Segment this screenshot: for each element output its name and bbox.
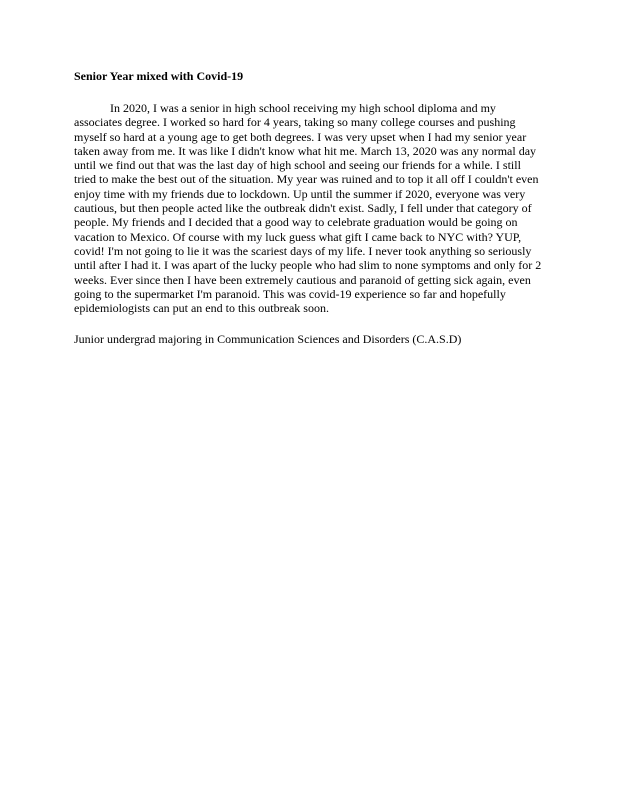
paragraph-line: weeks. Ever since then I have been extremely cautious and paranoid of getting sick again, even [74, 272, 531, 287]
paragraph-line: epidemiologists can put an end to this outbreak soon. [74, 301, 329, 316]
paragraph-line: covid! I'm not going to lie it was the scariest days of my life. I never took anything so seriously [74, 243, 532, 258]
paragraph-line: people. My friends and I decided that a good way to celebrate graduation would be going on [74, 215, 518, 230]
paragraph-line: tried to make the best out of the situation. My year was ruined and to top it all off I couldn't even [74, 172, 539, 187]
document-title: Senior Year mixed with Covid-19 [74, 69, 244, 83]
paragraph-line: associates degree. I worked so hard for 4 years, taking so many college courses and pushing [74, 115, 516, 130]
author-note: Junior undergrad majoring in Communication Sciences and Disorders (C.A.S.D) [74, 332, 462, 346]
paragraph-line: cautious, but then people acted like the outbreak didn't exist. Sadly, I fell under that category of [74, 201, 532, 216]
paragraph-line: In 2020, I was a senior in high school receiving my high school diploma and my [110, 101, 496, 115]
paragraph-line: enjoy time with my friends due to lockdown. Up until the summer if 2020, everyone was very [74, 186, 526, 201]
body-paragraph [74, 101, 554, 315]
paragraph-line: vacation to Mexico. Of course with my luck guess what gift I came back to NYC with? YUP, [74, 229, 522, 244]
paragraph-line: until we find out that was the last day of high school and seeing our friends for a while. I still [74, 158, 521, 173]
paragraph-line: myself so hard at a young age to get both degrees. I was very upset when I had my senior year [74, 129, 527, 144]
paragraph-line: taken away from me. It was like I didn't know what hit me. March 13, 2020 was any normal day [74, 143, 537, 158]
paragraph-line: until after I had it. I was apart of the lucky people who had slim to none symptoms and only for 2 [74, 258, 542, 273]
paragraph-line: going to the supermarket I'm paranoid. This was covid-19 experience so far and hopefully [74, 286, 506, 301]
